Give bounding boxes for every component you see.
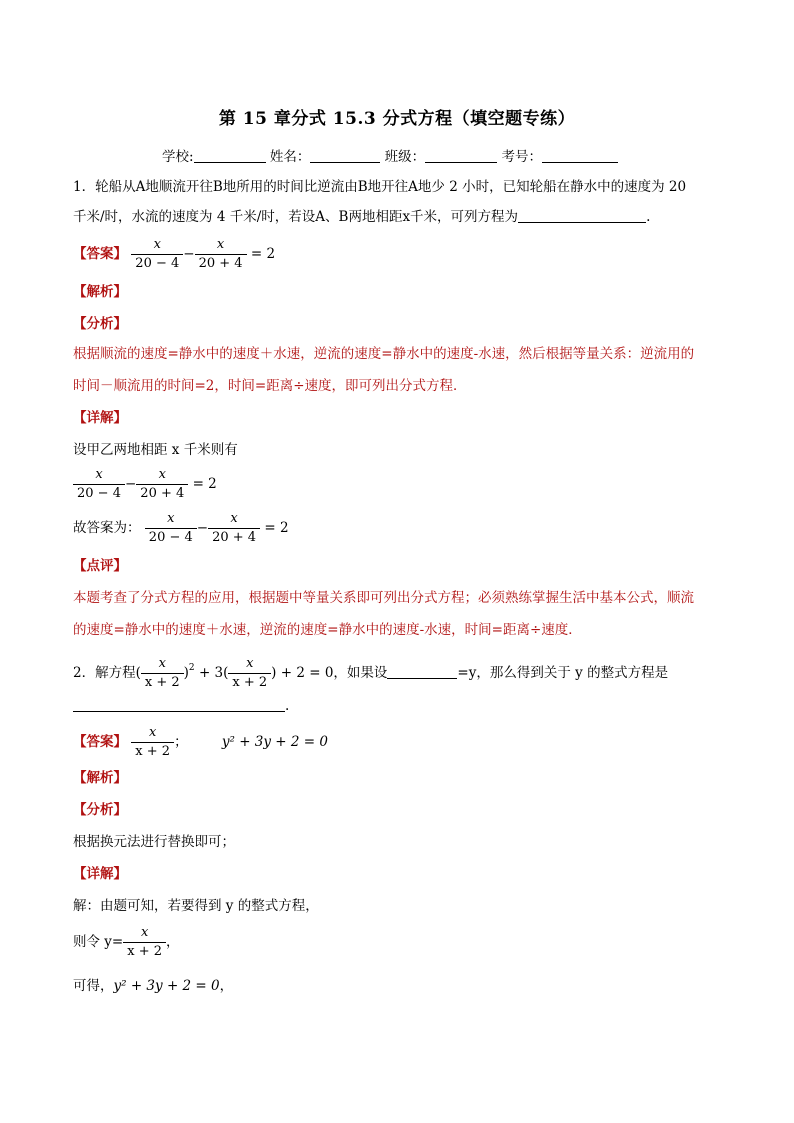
- q1-xiangjie-eq: [73, 466, 217, 503]
- q2-xiangjie-tag: 【详解】: [73, 866, 127, 882]
- final-frac1: $\frac{x}{20 - 4}$: [145, 510, 197, 547]
- q2-answer-eq: y² + 3y + 2 = 0: [221, 734, 328, 750]
- student-info-row: [162, 145, 618, 165]
- q1-dianping-line1: 本题考查了分式方程的应用，根据题中等量关系即可列出分式方程；必须熟练掌握生活中基本公式，顺流: [73, 590, 694, 606]
- eq-frac1: $\frac{x}{20 - 4}$: [73, 466, 125, 503]
- q2-blank-2[interactable]: [73, 698, 285, 712]
- name-blank[interactable]: [310, 149, 380, 163]
- q2-kede-text: 可得，: [73, 978, 114, 994]
- final-answer-label: 故答案为：: [73, 520, 141, 536]
- exam-no-blank[interactable]: [542, 149, 618, 163]
- class-label: 班级：: [384, 149, 426, 165]
- q2-stem-line1: 2．解方程( $\frac{x}{x + 2}$ )$^2$ + 3( $\frac{x}{x + 2}$ ) + 2 = 0，如果设 =y，那么得到关于 y 的整式方程是: [73, 656, 669, 690]
- minus-sign: −: [124, 476, 137, 492]
- q2-fenxi-tag: 【分析】: [73, 802, 127, 818]
- q1-answer-row: [73, 236, 275, 273]
- q2-kede-row: 可得，y² + 3y + 2 = 0，: [73, 978, 234, 994]
- q2-ling-frac: $\frac{x}{x + 2}$: [123, 924, 166, 961]
- q1-fenxi-line2: 时间－顺流用的时间=2，时间=距离÷速度，即可列出分式方程．: [73, 378, 467, 394]
- q1-stem-end: .: [646, 209, 651, 225]
- exam-no-label: 考号：: [501, 149, 542, 165]
- q1-stem-line1: 1．轮船从A地顺流开往B地所用的时间比逆流由B地开往A地少 2 小时，已知轮船在静水中的速度为 20: [73, 179, 687, 195]
- q2-blank-1[interactable]: [387, 665, 457, 679]
- class-blank[interactable]: [425, 149, 497, 163]
- q2-kede-eq: y² + 3y + 2 = 0: [113, 978, 220, 994]
- q2-frac-b: $\frac{x}{x + 2}$: [228, 655, 271, 692]
- q1-dianping-line2: 的速度=静水中的速度＋水速，逆流的速度=静水中的速度-水速，时间=距离÷速度．: [73, 622, 582, 638]
- q2-answer-tag: 【答案】: [73, 734, 127, 750]
- q1-answer-blank[interactable]: [518, 209, 646, 223]
- q1-xiangjie-line1: 设甲乙两地相距 x 千米则有: [73, 442, 238, 458]
- q1-fenxi-tag: 【分析】: [73, 316, 127, 332]
- q2-after-blank: =y，那么得到关于 y 的整式方程是: [457, 665, 669, 681]
- q2-xiangjie-line1: 解：由题可知，若要得到 y 的整式方程，: [73, 898, 319, 914]
- q2-stem-line2: .: [73, 696, 289, 716]
- q2-ling-text: 则令 y=: [73, 934, 124, 950]
- q1-stem-text: 千米/时，水流的速度为 4 千米/时，若设A、B两地相距x千米，可列方程为: [73, 209, 519, 225]
- minus-sign: −: [196, 520, 209, 536]
- school-blank[interactable]: [194, 149, 266, 163]
- q1-jiexi-tag: 【解析】: [73, 284, 127, 300]
- q1-final-answer: [73, 510, 289, 547]
- q1-answer-tag: 【答案】: [73, 246, 127, 262]
- q2-fenxi-line1: 根据换元法进行替换即可；: [73, 834, 235, 850]
- q1-answer-frac2: $\frac{x}{20 + 4}$: [195, 236, 247, 273]
- q2-after-eq: ，如果设: [333, 665, 388, 681]
- q1-fenxi-line1: 根据顺流的速度=静水中的速度＋水速，逆流的速度=静水中的速度-水速，然后根据等量关系：逆流用的: [73, 346, 695, 362]
- q2-jiexi-tag: 【解析】: [73, 770, 127, 786]
- minus-sign: −: [183, 246, 195, 262]
- q2-answer-row: 【答案】 $\frac{x}{x + 2}$ ； y² + 3y + 2 = 0: [73, 725, 328, 759]
- q2-frac-a: $\frac{x}{x + 2}$: [141, 655, 184, 692]
- page-title: 第 15 章分式 15.3 分式方程（填空题专练）: [218, 109, 576, 129]
- eq-rhs: = 2: [192, 476, 217, 492]
- q2-prefix: 2．解方程: [73, 665, 136, 681]
- eq-frac2: $\frac{x}{20 + 4}$: [136, 466, 188, 503]
- final-frac2: $\frac{x}{20 + 4}$: [208, 510, 260, 547]
- q1-dianping-tag: 【点评】: [73, 558, 127, 574]
- q1-stem-line2: [73, 207, 650, 227]
- q2-ling-row: 则令 y= $\frac{x}{x + 2}$ ，: [73, 925, 180, 959]
- q1-answer-frac1: $\frac{x}{20 - 4}$: [131, 236, 183, 273]
- final-rhs: = 2: [264, 520, 289, 536]
- school-label: 学校:: [162, 149, 194, 165]
- q1-xiangjie-tag: 【详解】: [73, 410, 127, 426]
- q1-answer-rhs: = 2: [250, 246, 276, 262]
- name-label: 姓名：: [269, 149, 311, 165]
- q2-answer-frac: $\frac{x}{x + 2}$: [131, 724, 174, 761]
